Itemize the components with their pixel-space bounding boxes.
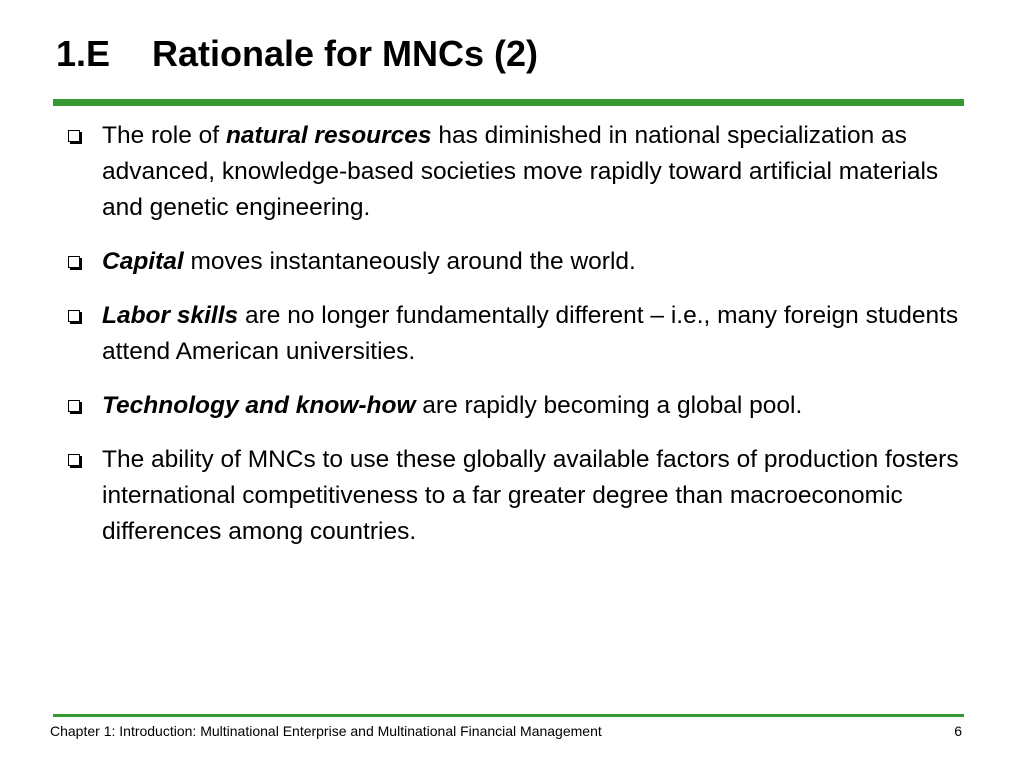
bullet-emphasis: natural resources [225,122,432,149]
footer-chapter-title: Chapter 1: Introduction: Multinational Enterprise and Multinational Financial Management [50,723,602,739]
bullet-emphasis: Technology and know-how [102,392,416,419]
title-text: Rationale for MNCs (2) [152,33,539,74]
slide-title [56,30,538,78]
bullet-text: The role of [102,122,226,149]
bullet-text: are no longer fundamentally different – i.e., many foreign students attend American universities. [102,302,959,365]
square-bullet-icon [68,256,80,268]
title-divider [53,99,964,106]
bullet-item [64,118,984,226]
square-bullet-icon [68,400,80,412]
square-bullet-icon [68,454,80,466]
bullet-item [64,244,984,280]
bullet-text: moves instantaneously around the world. [183,248,636,275]
footer-divider [53,714,964,717]
bullet-text: are rapidly becoming a global pool. [415,392,803,419]
bullet-list [64,118,984,568]
bullet-item [64,388,984,424]
page-number: 6 [954,723,962,739]
bullet-emphasis: Labor skills [102,302,239,329]
square-bullet-icon [68,130,80,142]
bullet-text: has diminished in national specialization as advanced, knowledge-based societies move rapidly toward artificial materials and genetic engineering. [102,122,939,221]
bullet-item [64,442,984,550]
square-bullet-icon [68,310,80,322]
bullet-text: The ability of MNCs to use these globally available factors of production fosters international competitiveness to a far greater degree than macroeconomic differences among countries. [102,446,959,545]
bullet-item [64,298,984,370]
title-number: 1.E [56,33,111,74]
bullet-emphasis: Capital [102,248,184,275]
